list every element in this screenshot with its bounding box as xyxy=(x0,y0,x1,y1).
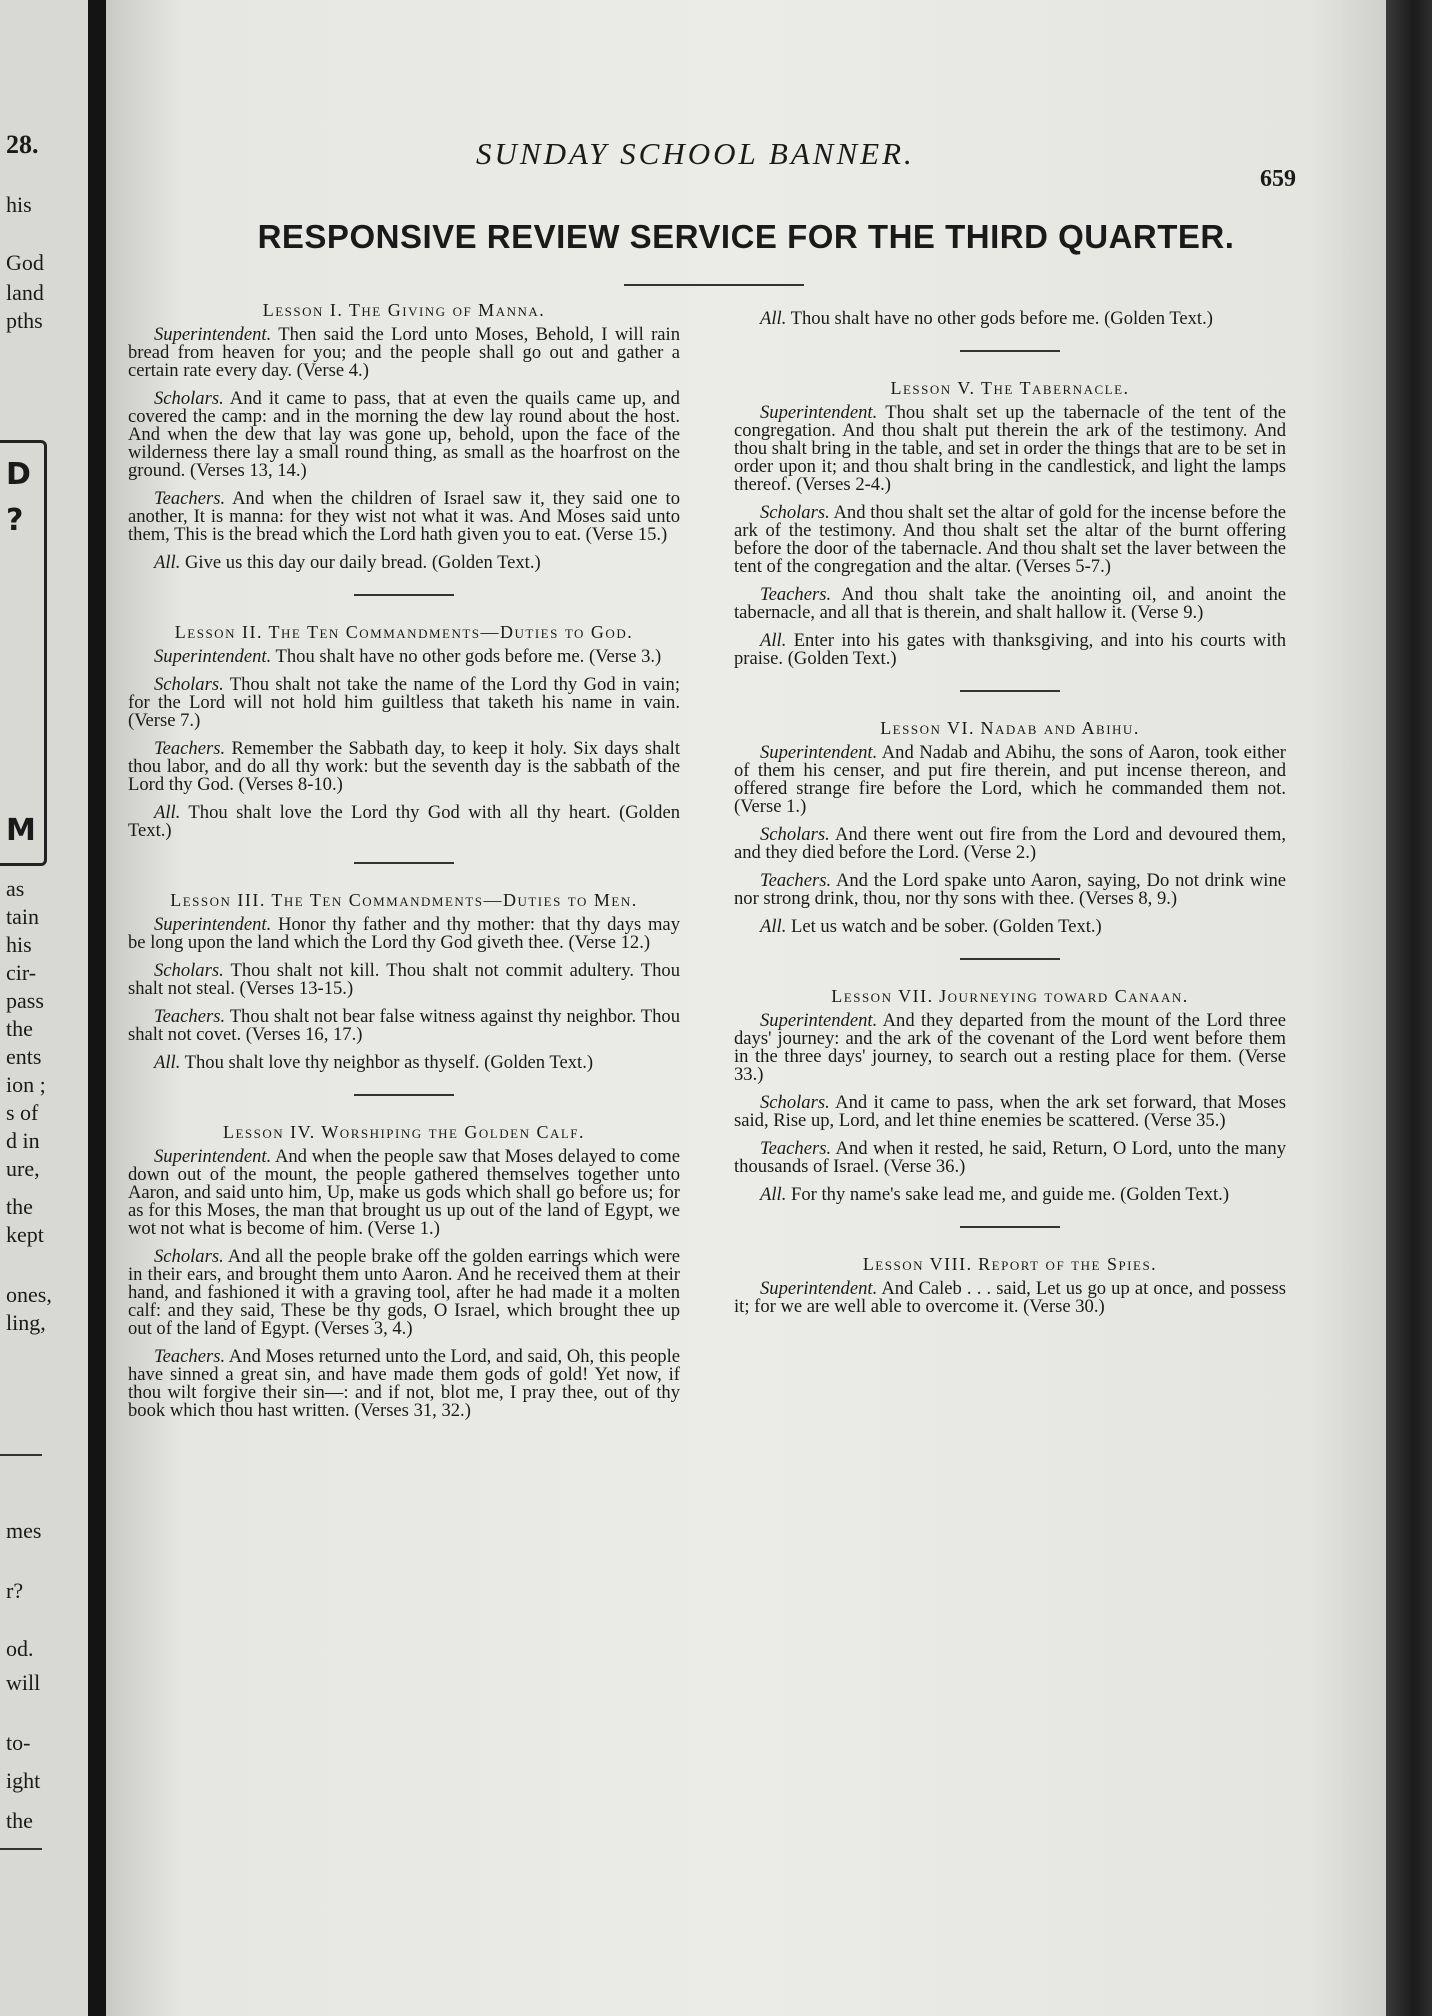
paragraph-text: And it came to pass, when the ark set forward, that Moses said, Rise up, Lord, and let thine enemies be scattered. (Verse 35.) xyxy=(734,1092,1286,1131)
lesson-paragraph xyxy=(128,962,680,998)
left-fragment: to- xyxy=(6,1730,31,1755)
speaker-role: All. xyxy=(760,1184,787,1205)
lesson-title: Report of the Spies. xyxy=(978,1254,1158,1274)
paragraph-text: Thou shalt not take the name of the Lord thy God in vain; for the Lord will not hold him guiltless that taketh his name in vain. (Verse 7.) xyxy=(128,674,680,731)
paragraph-text: Honor thy father and thy mother: that thy days may be long upon the land which the Lord thy God giveth thee. (Verse 12.) xyxy=(128,914,680,953)
section-divider xyxy=(960,350,1060,352)
page-title: RESPONSIVE REVIEW SERVICE FOR THE THIRD QUARTER. xyxy=(257,218,1235,255)
lesson-paragraph xyxy=(128,916,680,952)
lesson-paragraph xyxy=(128,804,680,840)
page xyxy=(106,0,1386,2016)
speaker-role: All. xyxy=(154,552,181,573)
lesson-number: Lesson IV. xyxy=(222,1122,316,1142)
left-fragment: ones, xyxy=(6,1282,52,1307)
lesson-paragraph xyxy=(128,490,680,544)
lesson-heading xyxy=(128,1122,680,1142)
lesson-paragraph xyxy=(128,390,680,480)
speaker-role: Teachers. xyxy=(154,488,226,509)
speaker-role: Scholars. xyxy=(760,824,830,845)
paragraph-text: Thou shalt not kill. Thou shalt not commit adultery. Thou shalt not steal. (Verses 13-15.) xyxy=(128,960,680,999)
lesson-paragraph xyxy=(734,918,1286,936)
lesson-paragraph xyxy=(128,554,680,572)
lesson-paragraph xyxy=(128,1008,680,1044)
paragraph-text: Let us watch and be sober. (Golden Text.) xyxy=(791,916,1102,937)
left-fragment: ion ; xyxy=(6,1072,46,1097)
speaker-role: All. xyxy=(760,916,787,937)
lesson-heading xyxy=(734,378,1286,398)
section-divider xyxy=(960,690,1060,692)
paragraph-text: And when it rested, he said, Return, O Lord, unto the many thousands of Israel. (Verse 36.) xyxy=(734,1138,1286,1177)
speaker-role: Teachers. xyxy=(154,738,226,759)
speaker-role: Superintendent. xyxy=(760,742,878,763)
paragraph-text: Thou shalt not bear false witness against thy neighbor. Thou shalt not covet. (Verses 16, 17.) xyxy=(128,1006,681,1045)
left-fragment: mes xyxy=(6,1518,42,1543)
lesson-paragraph xyxy=(128,1348,680,1420)
lesson-paragraph xyxy=(734,632,1286,668)
speaker-role: Teachers. xyxy=(760,1138,832,1159)
lesson-number: Lesson II. xyxy=(174,622,263,642)
left-divider xyxy=(0,1848,42,1850)
speaker-role: Teachers. xyxy=(760,584,832,605)
lesson-paragraph xyxy=(128,676,680,730)
paragraph-text: Thou shalt love the Lord thy God with all thy heart. (Golden Text.) xyxy=(128,802,681,841)
left-fragment: ents xyxy=(6,1044,42,1069)
left-fragment: his xyxy=(6,192,32,217)
left-page-strip xyxy=(0,0,88,2016)
speaker-role: Scholars. xyxy=(154,674,224,695)
speaker-role: All. xyxy=(154,802,181,823)
right-column xyxy=(734,310,1286,1326)
lesson-title: The Giving of Manna. xyxy=(348,300,546,320)
lesson-number: Lesson VI. xyxy=(880,718,976,738)
lesson-heading xyxy=(734,1254,1286,1274)
paragraph-text: Give us this day our daily bread. (Golden Text.) xyxy=(185,552,541,573)
lesson-number: Lesson VIII. xyxy=(862,1254,973,1274)
left-fragment: his xyxy=(6,932,32,957)
lesson-heading xyxy=(128,300,680,320)
section-divider xyxy=(960,1226,1060,1228)
lesson-title: The Tabernacle. xyxy=(981,378,1130,398)
section-divider xyxy=(354,594,454,596)
left-column xyxy=(128,296,680,1430)
speaker-role: All. xyxy=(154,1052,181,1073)
left-fragment: cir- xyxy=(6,960,37,985)
speaker-role: Superintendent. xyxy=(760,1278,878,1299)
paragraph-text: Enter into his gates with thanksgiving, and into his courts with praise. (Golden Text.) xyxy=(734,630,1286,669)
left-fragment: d in xyxy=(6,1128,40,1153)
lesson-paragraph xyxy=(128,648,680,666)
lesson-number: Lesson I. xyxy=(262,300,344,320)
speaker-role: Superintendent. xyxy=(154,646,272,667)
speaker-role: Teachers. xyxy=(760,870,832,891)
left-fragment: pass xyxy=(6,988,44,1013)
lesson-paragraph xyxy=(734,1012,1286,1084)
paragraph-text: Thou shalt have no other gods before me. (Golden Text.) xyxy=(790,308,1213,329)
lesson-paragraph xyxy=(734,826,1286,862)
left-fragment: od. xyxy=(6,1636,34,1661)
left-page-number: 28. xyxy=(6,130,39,159)
speaker-role: Superintendent. xyxy=(760,402,878,423)
paragraph-text: And Nadab and Abihu, the sons of Aaron, took either of them his censer, and put fire therein, and put incense thereon, and offered strange fire before the Lord, which he commanded them not. (Verse 1.) xyxy=(734,742,1286,817)
left-fragment: the xyxy=(6,1808,33,1833)
speaker-role: Scholars. xyxy=(154,1246,224,1267)
lesson-paragraph xyxy=(734,1140,1286,1176)
left-fragment: ling, xyxy=(6,1310,46,1335)
lesson-title: Nadab and Abihu. xyxy=(980,718,1140,738)
paragraph-text: And when the people saw that Moses delayed to come down out of the mount, the people gathered themselves together unto Aaron, and said unto him, Up, make us gods which shall go before us; for as for this Moses, the man that brought us up out of the land of Egypt, we wot not what is become of him. (Verse 1.) xyxy=(128,1146,681,1239)
lesson-paragraph xyxy=(734,586,1286,622)
lesson-paragraph xyxy=(734,404,1286,494)
paragraph-text: Then said the Lord unto Moses, Behold, I will rain bread from heaven for you; and the people shall go out and gather a certain rate every day. (Verse 4.) xyxy=(128,324,681,381)
book-edge xyxy=(1386,0,1432,2016)
lesson-paragraph xyxy=(734,1280,1286,1316)
lesson-paragraph xyxy=(734,1094,1286,1130)
section-divider xyxy=(354,862,454,864)
lesson-title: Worshiping the Golden Calf. xyxy=(321,1122,586,1142)
page-header xyxy=(106,136,1386,192)
book-gutter xyxy=(88,0,106,2016)
section-divider xyxy=(960,958,1060,960)
lesson-heading xyxy=(128,622,680,642)
left-fragment: ight xyxy=(6,1768,41,1793)
paragraph-text: And all the people brake off the golden earrings which were in their ears, and brought them unto Aaron. And he received them at their hand, and fashioned it with a graving tool, after he had made it a molten calf: and they said, These be thy gods, O Israel, which brought thee up out of the land of Egypt. (Verses 3, 4.) xyxy=(128,1246,680,1339)
lesson-paragraph xyxy=(734,504,1286,576)
left-fragment: r? xyxy=(6,1578,24,1603)
paragraph-text: And there went out fire from the Lord and devoured them, and they died before the Lord. (Verse 2.) xyxy=(734,824,1286,863)
cartoon-illustration: D ? M xyxy=(0,440,47,866)
left-fragment: the xyxy=(6,1194,33,1219)
paragraph-text: For thy name's sake lead me, and guide me. (Golden Text.) xyxy=(791,1184,1230,1205)
lesson-title: Journeying toward Canaan. xyxy=(939,986,1189,1006)
running-head: SUNDAY SCHOOL BANNER. xyxy=(476,136,915,171)
title-rule xyxy=(624,284,804,286)
lesson-paragraph xyxy=(734,744,1286,816)
speaker-role: Teachers. xyxy=(154,1006,226,1027)
lesson-number: Lesson III. xyxy=(170,890,266,910)
lesson-number: Lesson VII. xyxy=(831,986,934,1006)
paragraph-text: And they departed from the mount of the Lord three days' journey: and the ark of the covenant of the Lord went before them in the three days' journey, to search out a resting place for them. (Verse 33.) xyxy=(734,1010,1287,1085)
lesson-number: Lesson V. xyxy=(890,378,976,398)
lesson-paragraph xyxy=(128,1248,680,1338)
left-fragment: the xyxy=(6,1016,33,1041)
left-fragment: as xyxy=(6,876,25,901)
lesson-paragraph xyxy=(128,740,680,794)
speaker-role: Superintendent. xyxy=(154,324,272,345)
speaker-role: All. xyxy=(760,630,787,651)
left-fragment: kept xyxy=(6,1222,44,1247)
left-fragment: tain xyxy=(6,904,39,929)
speaker-role: Scholars. xyxy=(154,388,224,409)
paragraph-text: Thou shalt love thy neighbor as thyself. (Golden Text.) xyxy=(184,1052,594,1073)
lesson-paragraph xyxy=(734,872,1286,908)
section-divider xyxy=(354,1094,454,1096)
lesson-paragraph xyxy=(128,326,680,380)
paragraph-text: Remember the Sabbath day, to keep it holy. Six days shalt thou labor, and do all thy work: but the seventh day is the sabbath of the Lord thy God. (Verses 8-10.) xyxy=(128,738,680,795)
lesson-title: The Ten Commandments—Duties to God. xyxy=(268,622,634,642)
page-number: 659 xyxy=(1260,166,1296,192)
paragraph-text: Thou shalt have no other gods before me. (Verse 3.) xyxy=(275,646,662,667)
speaker-role: Scholars. xyxy=(760,502,830,523)
speaker-role: Scholars. xyxy=(760,1092,830,1113)
speaker-role: Superintendent. xyxy=(154,1146,272,1167)
paragraph-text: Thou shalt set up the tabernacle of the tent of the congregation. And thou shalt put therein the ark of the testimony. And thou shalt bring in the table, and set in order the things that are to be set in order upon it; and thou shalt bring in the candlestick, and light the lamps thereof. (Verses 2-4.) xyxy=(734,402,1286,495)
left-fragment: pths xyxy=(6,308,43,333)
speaker-role: Superintendent. xyxy=(760,1010,878,1031)
lesson-paragraph xyxy=(128,1148,680,1238)
paragraph-text: And thou shalt set the altar of gold for the incense before the ark of the testimony. And thou shalt set the altar of the burnt offering before the door of the tabernacle. And thou shalt set the laver between the tent of the congregation and the altar. (Verses 5-7.) xyxy=(734,502,1286,577)
left-fragment: will xyxy=(6,1670,41,1695)
lesson-heading xyxy=(128,890,680,910)
paragraph-text: And the Lord spake unto Aaron, saying, Do not drink wine nor strong drink, thou, nor thy sons with thee. (Verses 8, 9.) xyxy=(734,870,1286,909)
left-divider xyxy=(0,1454,42,1456)
left-fragment: land xyxy=(6,280,44,305)
lesson-heading xyxy=(734,986,1286,1006)
lesson-paragraph xyxy=(128,1054,680,1072)
paragraph-text: And Moses returned unto the Lord, and said, Oh, this people have sinned a great sin, and have made them gods of gold! Yet now, if thou wilt forgive their sin—: and if not, blot me, I pray thee, out of thy book which thou hast written. (Verses 31, 32.) xyxy=(128,1346,680,1421)
left-fragment: God xyxy=(6,250,44,275)
speaker-role: Teachers. xyxy=(154,1346,226,1367)
paragraph-text: And thou shalt take the anointing oil, and anoint the tabernacle, and all that is therein, and shalt hallow it. (Verse 9.) xyxy=(734,584,1286,623)
lesson-title: The Ten Commandments—Duties to Men. xyxy=(271,890,638,910)
left-fragment: ure, xyxy=(6,1156,40,1181)
paragraph-text: And it came to pass, that at even the quails came up, and covered the camp: and in the morning the dew lay round about the host. And when the dew that lay was gone up, behold, upon the face of the wilderness there lay a small round thing, as small as the hoarfrost on the ground. (Verses 13, 14.) xyxy=(128,388,680,481)
lesson-paragraph xyxy=(734,310,1286,328)
lesson-paragraph xyxy=(734,1186,1286,1204)
paragraph-text: And Caleb . . . said, Let us go up at once, and possess it; for we are well able to overcome it. (Verse 30.) xyxy=(734,1278,1287,1317)
lesson-heading xyxy=(734,718,1286,738)
speaker-role: All. xyxy=(760,308,787,329)
speaker-role: Scholars. xyxy=(154,960,224,981)
left-fragment: s of xyxy=(6,1100,39,1125)
paragraph-text: And when the children of Israel saw it, they said one to another, It is manna: for they wist not what it was. And Moses said unto them, This is the bread which the Lord hath given you to eat. (Verse 15.) xyxy=(128,488,681,545)
speaker-role: Superintendent. xyxy=(154,914,272,935)
